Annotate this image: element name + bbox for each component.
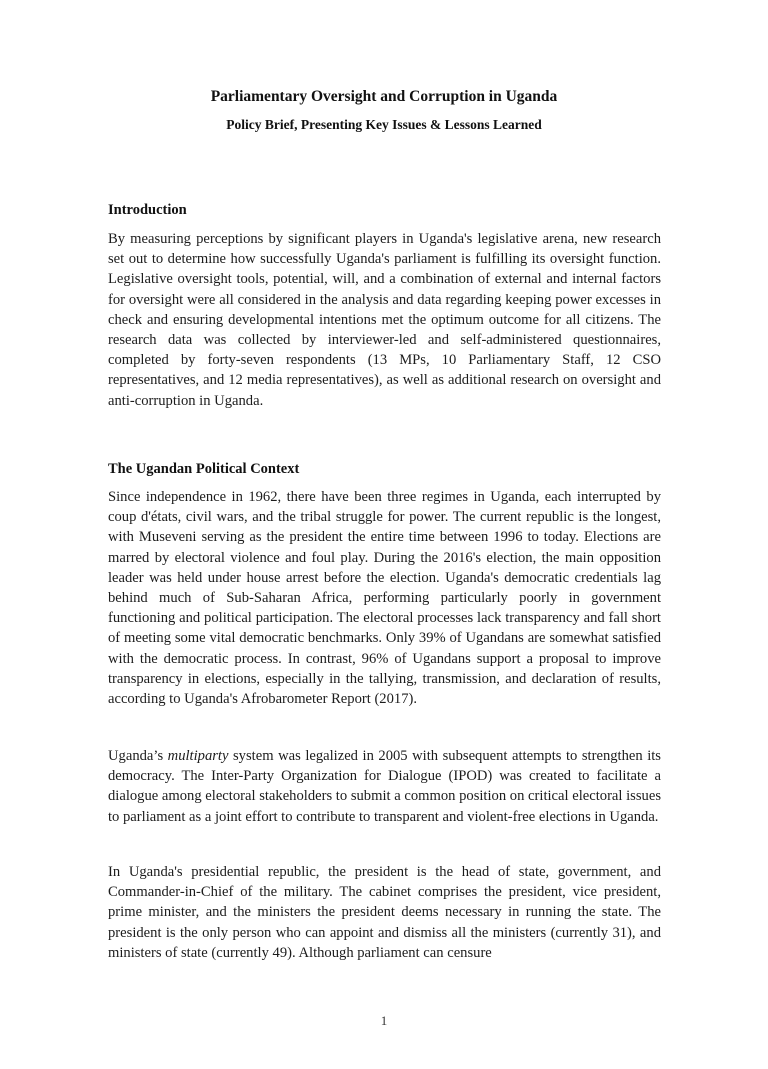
intro-paragraph: By measuring perceptions by significant players in Uganda's legislative arena, new research set out to determine how successfully Uganda's parliament is fulfilling its oversight function. Legislative oversight tools, potential, will, and a combination of external and internal factors for oversight were all considered in the analysis and data regarding keeping power excesses in check and ensuring developmental intentions met the optimum outcome for all citizens. The research data was collected by interviewer-led and self-administered questionnaires, completed by forty-seven respondents (13 MPs, 10 Parliamentary Staff, 12 CSO representatives, and 12 media representatives), as well as additional research on oversight and anti-corruption in Uganda.	[108, 231, 661, 409]
political-context-paragraph-2	[108, 746, 661, 827]
section-heading-introduction: Introduction	[108, 202, 187, 218]
document-title: Parliamentary Oversight and Corruption in Uganda	[210, 88, 558, 105]
political-context-paragraph-3: In Uganda's presidential republic, the president is the head of state, government, and Commander-in-Chief of the military. The cabinet comprises the president, vice president, prime minister, and the ministers the president deems necessary in running the state. The president is the only person who can appoint and dismiss all the ministers (currently 31), and ministers of state (currently 49). Although parliament can censure	[108, 864, 661, 961]
paragraph-text: Uganda’s	[108, 748, 168, 764]
paragraph-text: system was legalized in 2005 with subsequent attempts to strengthen its democracy. The Inter-Party Organization for Dialogue (IPOD) was created to facilitate a dialogue among electoral stakeholders to submit a common position on critical electoral issues to parliament as a joint effort to contribute to transparent and violent-free elections in Uganda.	[108, 748, 661, 825]
section-heading-political-context: The Ugandan Political Context	[108, 461, 300, 477]
document-subtitle: Policy Brief, Presenting Key Issues & Lessons Learned	[226, 117, 542, 132]
political-context-paragraph-1: Since independence in 1962, there have been three regimes in Uganda, each interrupted by coup d'états, civil wars, and the tribal struggle for power. The current republic is the longest, with Museveni serving as the president the entire time between 1996 to today. Elections are marred by electoral violence and foul play. During the 2016's election, the main opposition leader was held under house arrest before the election. Uganda's democratic credentials lag behind much of Sub-Saharan Africa, performing particularly poorly in government functioning and political participation. The electoral processes lack transparency and fall short of meeting some vital democratic benchmarks. Only 39% of Ugandans are somewhat satisfied with the democratic process. In contrast, 96% of Ugandans support a proposal to improve transparency in elections, especially in the tallying, transmission, and declaration of results, according to Uganda's Afrobarometer Report (2017).	[108, 489, 661, 708]
italic-term: multiparty	[167, 748, 229, 764]
page-number: 1	[380, 1013, 388, 1028]
